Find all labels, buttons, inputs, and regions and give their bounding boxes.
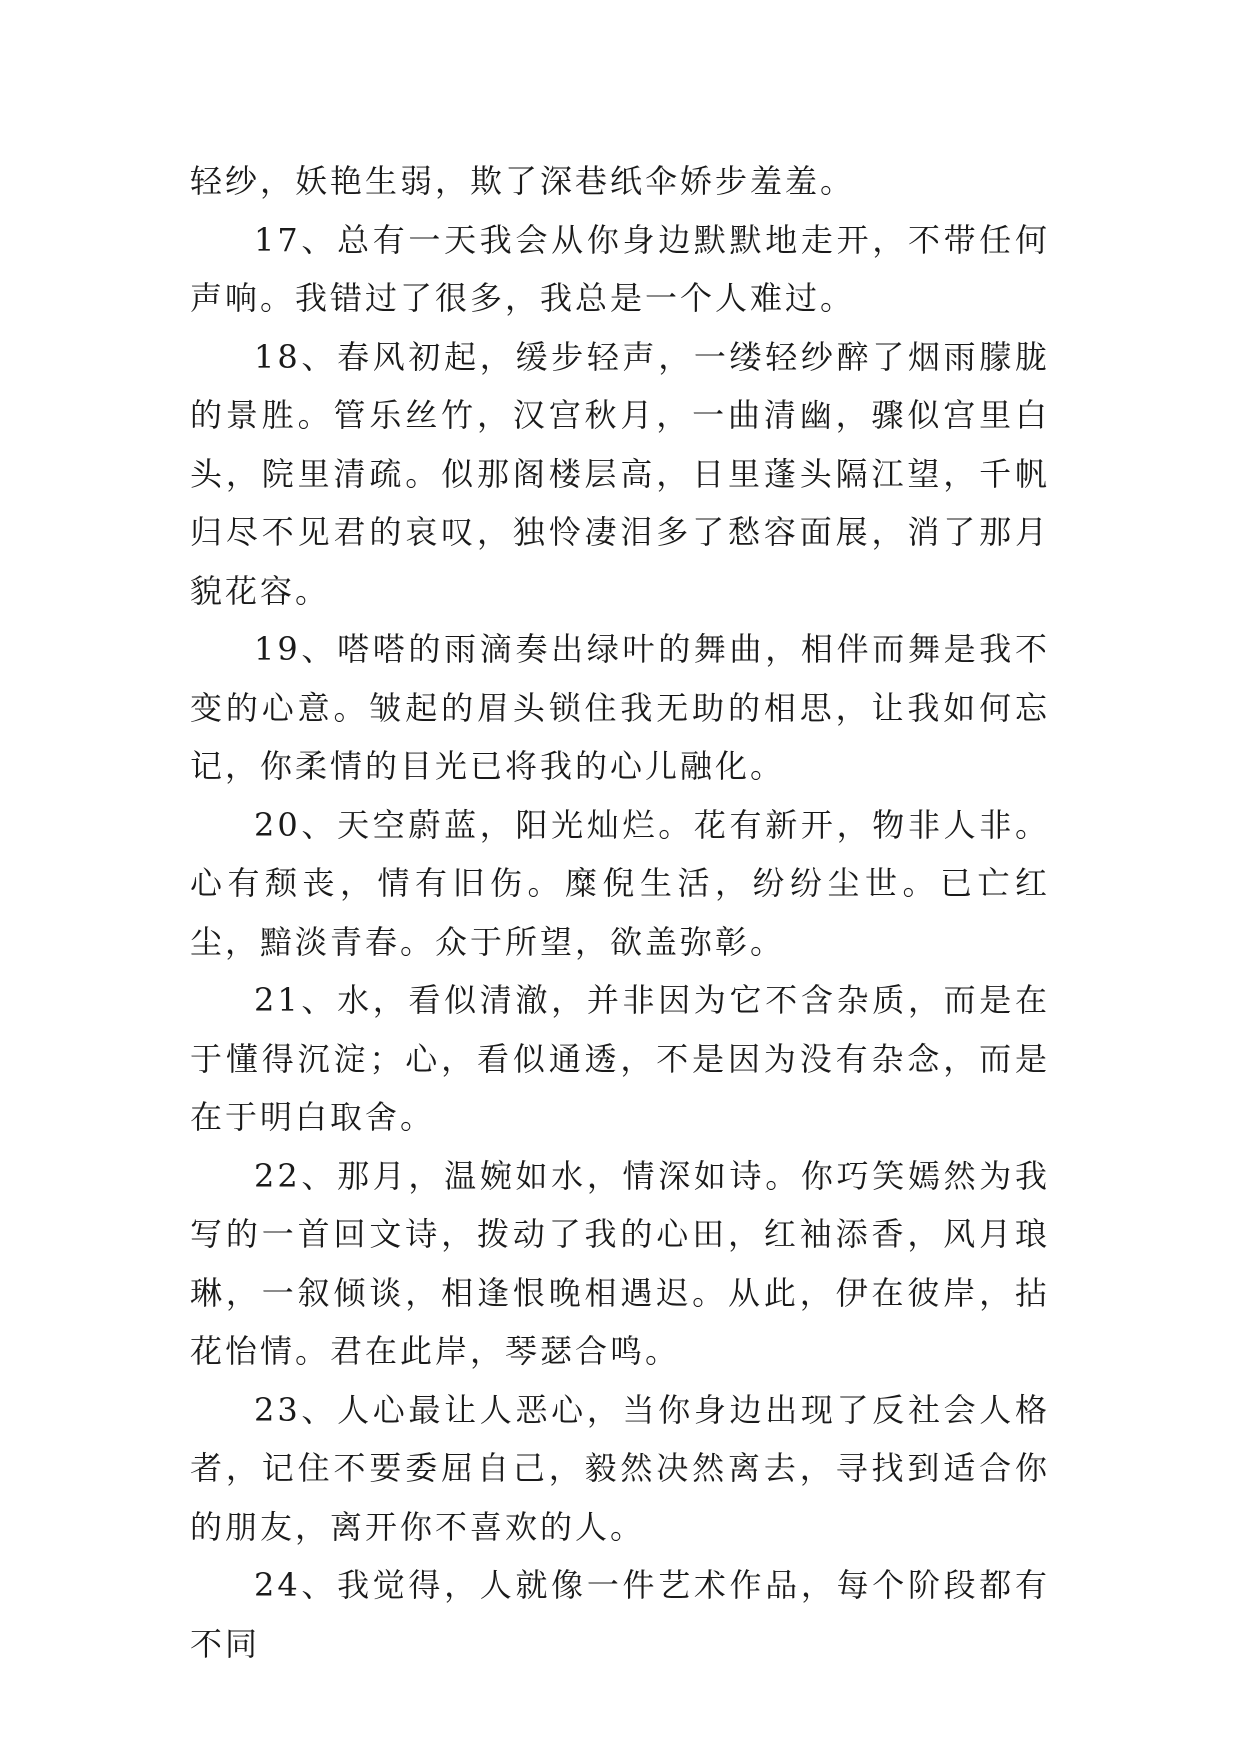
paragraph-continued: 轻纱，妖艳生弱，欺了深巷纸伞娇步羞羞。 bbox=[190, 162, 856, 200]
paragraph-17: 17、总有一天我会从你身边默默地走开，不带任何声响。我错过了很多，我总是一个人难过。 bbox=[190, 220, 1050, 317]
paragraph-23: 23、人心最让人恶心，当你身边出现了反社会人格者，记住不要委屈自己，毅然决然离去，寻找到适合你的朋友，离开你不喜欢的人。 bbox=[190, 1390, 1050, 1546]
paragraph-19: 19、嗒嗒的雨滴奏出绿叶的舞曲，相伴而舞是我不变的心意。皱起的眉头锁住我无助的相思，让我如何忘记，你柔情的目光已将我的心儿融化。 bbox=[190, 630, 1050, 785]
paragraph-21: 21、水，看似清澈，并非因为它不含杂质，而是在于懂得沉淀；心，看似通透，不是因为没有杂念，而是在于明白取舍。 bbox=[190, 981, 1050, 1136]
paragraph-22: 22、那月，温婉如水，情深如诗。你巧笑嫣然为我写的一首回文诗，拨动了我的心田，红袖添香，风月琅琳，一叙倾谈，相逢恨晚相遇迟。从此，伊在彼岸，拈花怡情。君在此岸，琴瑟合鸣。 bbox=[190, 1156, 1050, 1370]
document-page bbox=[190, 152, 1050, 1673]
paragraph-20: 20、天空蔚蓝，阳光灿烂。花有新开，物非人非。心有颓丧，情有旧伤。糜倪生活，纷纷尘世。已亡红尘，黯淡青春。众于所望，欲盖弥彰。 bbox=[190, 805, 1050, 961]
paragraph-24: 24、我觉得，人就像一件艺术作品，每个阶段都有不同 bbox=[190, 1566, 1050, 1663]
paragraph-18: 18、春风初起，缓步轻声，一缕轻纱醉了烟雨朦胧的景胜。管乐丝竹，汉宫秋月，一曲清幽，骤似宫里白头，院里清疏。似那阁楼层高，日里蓬头隔江望，千帆归尽不见君的哀叹，独怜凄泪多了愁容面展，消了那月貌花容。 bbox=[190, 337, 1050, 610]
